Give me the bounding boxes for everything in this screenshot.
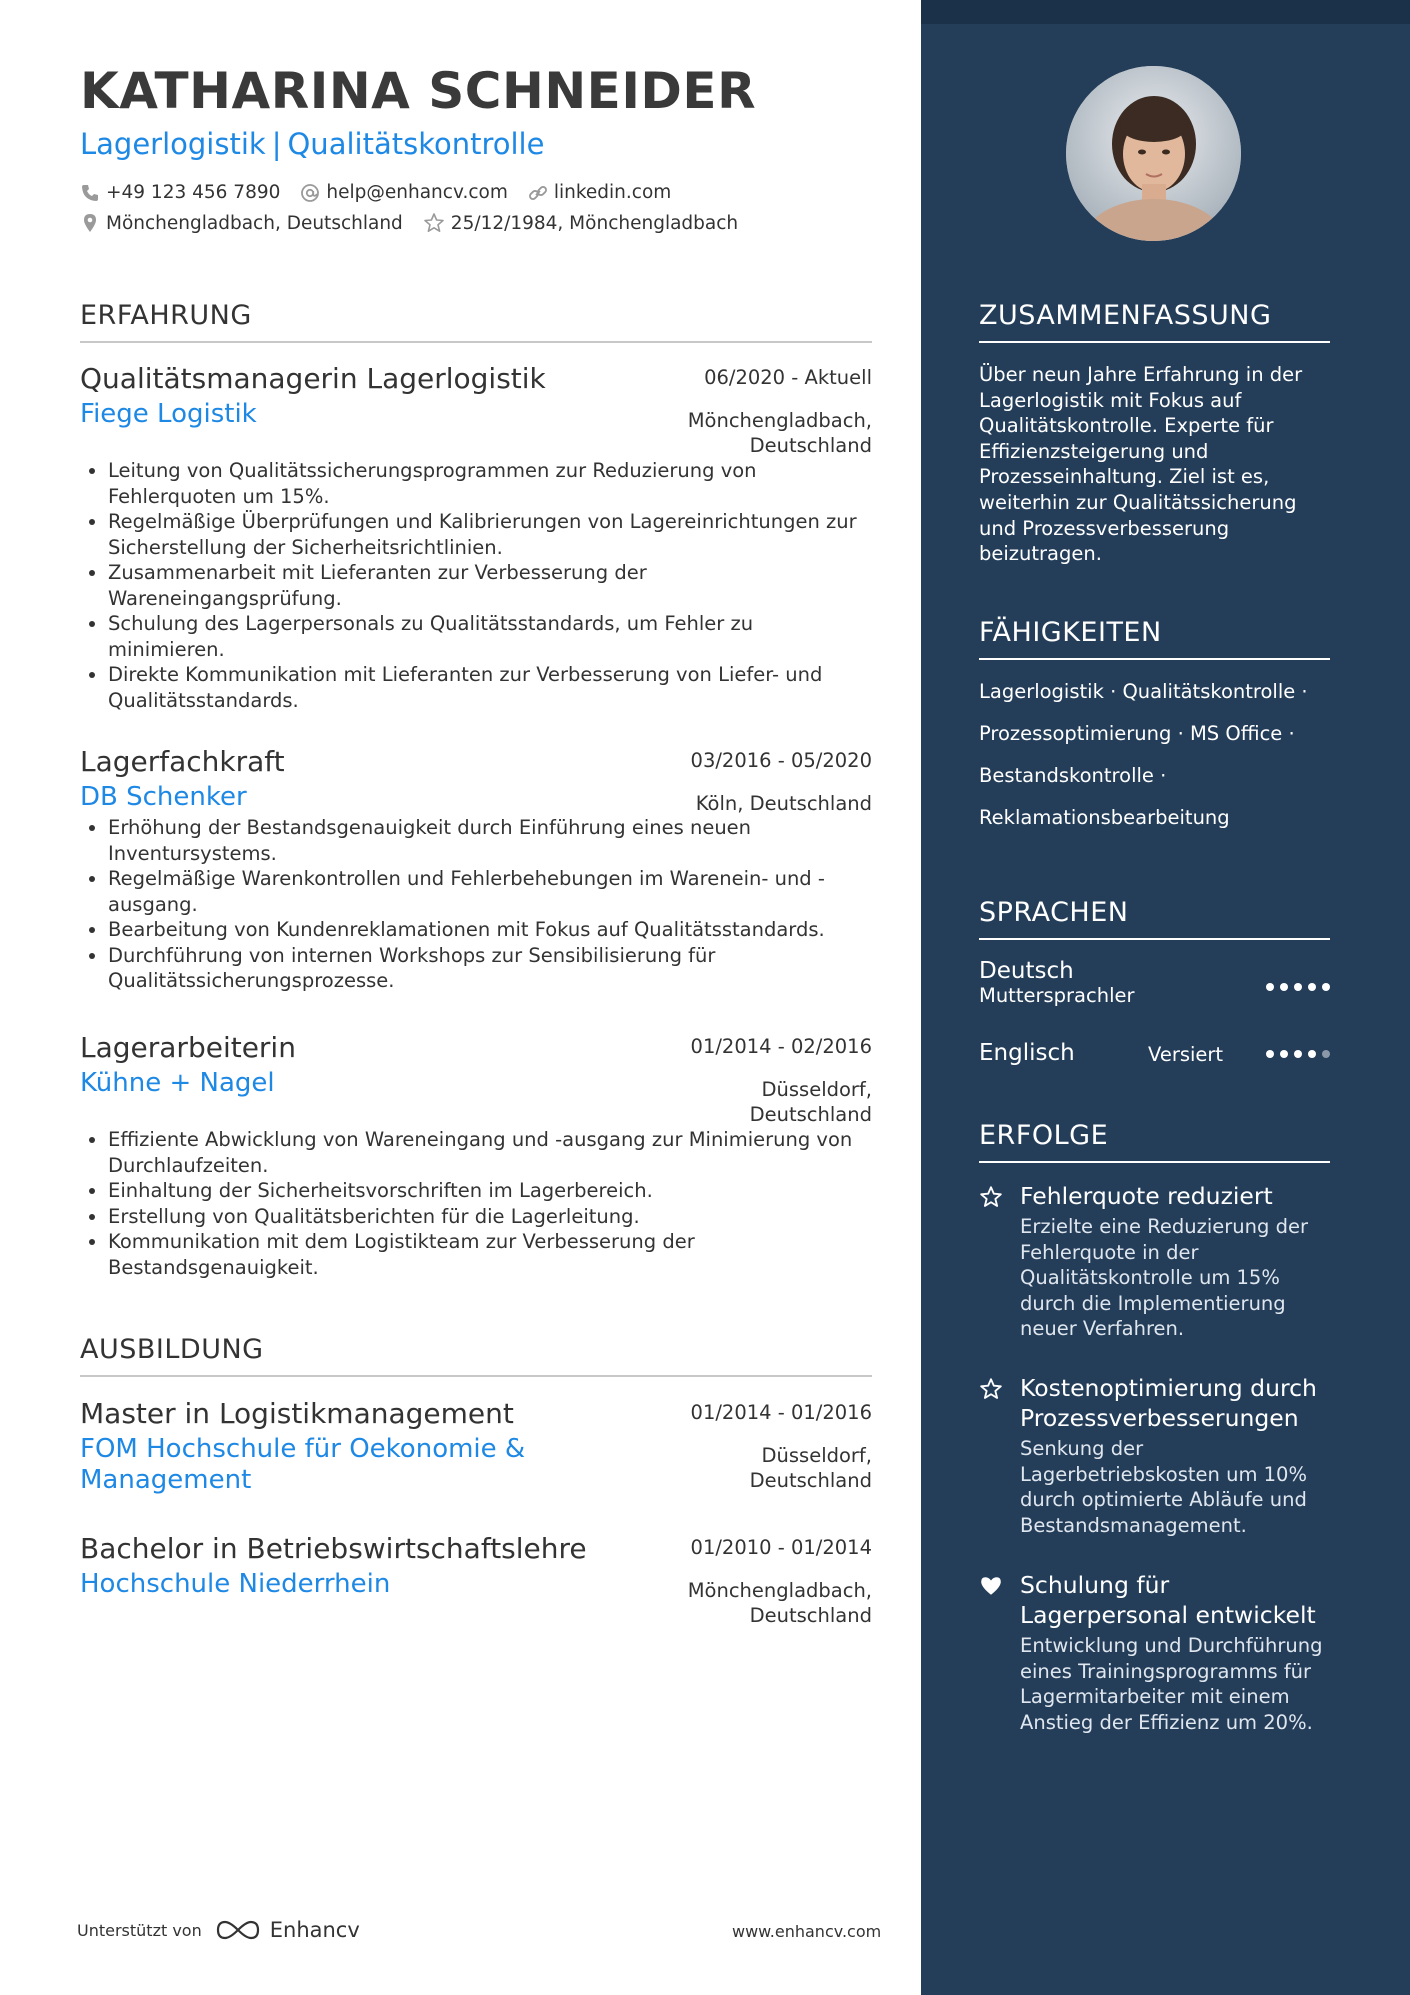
rating-dot-empty	[1322, 1050, 1330, 1058]
rating-dot	[1308, 983, 1316, 991]
job-location-line-1: Köln, Deutschland	[695, 792, 872, 815]
education-location-line-1: Düsseldorf,	[761, 1444, 872, 1467]
email[interactable]	[300, 182, 507, 203]
bullet-item: • Regelmäßige Warenkontrollen und Fehlerbehebungen im Warenein- und -ausgang.	[108, 866, 872, 917]
rating-dot	[1294, 1050, 1302, 1058]
bullet-item: • Leitung von Qualitätssicherungsprogrammen zur Reduzierung von Fehlerquoten um 15%.	[108, 458, 872, 509]
rating-dot	[1266, 983, 1274, 991]
bullet-item: • Direkte Kommunikation mit Lieferanten zur Verbesserung von Liefer- und Qualitätsstandards.	[108, 662, 872, 713]
job-location-line-1: Düsseldorf,	[761, 1078, 872, 1101]
rating-dot	[1308, 1050, 1316, 1058]
language-level: Muttersprachler	[979, 984, 1135, 1007]
achievement-description: Senkung der Lagerbetriebskosten um 10% durch optimierte Abläufe und Bestandsmanagement.	[1020, 1437, 1307, 1537]
rating-dot	[1280, 983, 1288, 991]
bullet-item: • Zusammenarbeit mit Lieferanten zur Verbesserung der Wareneingangsprüfung.	[108, 560, 872, 611]
education-location-line-2: Deutschland	[749, 1604, 872, 1627]
achievement-item	[979, 1181, 1330, 1342]
footer-website[interactable]: www.enhancv.com	[732, 1922, 882, 1941]
phone	[80, 182, 280, 203]
achievement-description: Erzielte eine Reduzierung der Fehlerquote in der Qualitätskontrolle um 15% durch die Implementierung neuer Verfahren.	[1020, 1215, 1308, 1341]
candidate-name: KATHARINA SCHNEIDER	[80, 62, 757, 120]
location-text: Mönchengladbach, Deutschland	[106, 212, 403, 234]
summary-text: Über neun Jahre Erfahrung in der Lagerlogistik mit Fokus auf Qualitätskontrolle. Experte für Effizienzsteigerung und Prozesseinhaltung. Ziel ist es, weiterhin zur Qualitätssicherung und Prozessverbesserung beizutragen.	[979, 363, 1303, 566]
rating-dot	[1294, 983, 1302, 991]
education-location	[750, 1443, 872, 1493]
bullet-item: • Durchführung von internen Workshops zur Sensibilisierung für Qualitätssicherungsprozesse.	[108, 943, 872, 994]
linkedin-text: linkedin.com	[553, 182, 672, 203]
headline-separator: |	[271, 127, 282, 161]
education-location-line-2: Deutschland	[749, 1469, 872, 1492]
phone-text: +49 123 456 7890	[106, 182, 281, 203]
achievement-title: Kostenoptimierung durch Prozessverbesserungen	[1020, 1374, 1317, 1432]
birth-text: 25/12/1984, Mönchengladbach	[450, 212, 739, 234]
education-dates: 01/2010 - 01/2014	[690, 1536, 872, 1559]
rating-dot	[1322, 983, 1330, 991]
star-outline-icon	[979, 1185, 1003, 1209]
bullet-item: • Bearbeitung von Kundenreklamationen mit Fokus auf Qualitätsstandards.	[108, 917, 872, 943]
job-location-line-2: Deutschland	[749, 434, 872, 457]
job-title: Lagerarbeiterin	[80, 1031, 296, 1064]
heart-icon	[979, 1574, 1003, 1598]
job-dates: 03/2016 - 05/2020	[690, 749, 872, 772]
job-location	[688, 408, 872, 458]
job-bullets	[80, 1127, 872, 1280]
skills-line-4: Reklamationsbearbeitung	[979, 806, 1230, 829]
job-dates: 06/2020 - Aktuell	[704, 366, 872, 389]
avatar	[1066, 66, 1241, 241]
sidebar-top-bar	[921, 0, 1410, 24]
language-item	[979, 1040, 1330, 1066]
achievement-item	[979, 1570, 1330, 1735]
section-title-education: AUSBILDUNG	[80, 1334, 872, 1377]
profile-photo	[1066, 66, 1241, 241]
achievement-description: Entwicklung und Durchführung eines Trainingsprogramms für Lagermitarbeiter mit einem Anstieg der Effizienz um 20%.	[1020, 1634, 1323, 1734]
experience-entry	[80, 1031, 872, 1280]
location-pin-icon	[80, 213, 100, 233]
headline	[80, 127, 544, 161]
contact-row-1	[80, 182, 691, 203]
skills-list	[979, 671, 1330, 839]
powered-by-label: Unterstützt von	[77, 1920, 202, 1940]
headline-part-1: Lagerlogistik	[80, 127, 266, 161]
birth-date	[423, 212, 738, 234]
language-rating	[1260, 983, 1330, 991]
star-icon	[423, 212, 445, 234]
company-name[interactable]: DB Schenker	[80, 782, 247, 812]
bullet-item: • Regelmäßige Überprüfungen und Kalibrierungen von Lagereinrichtungen zur Sicherstellung der Sicherheitsrichtlinien.	[108, 509, 872, 560]
section-title-languages: SPRACHEN	[979, 897, 1330, 940]
language-rating	[1260, 1050, 1330, 1058]
education-entry	[80, 1532, 872, 1627]
at-icon	[300, 183, 320, 203]
phone-icon	[80, 183, 100, 203]
language-name: Deutsch	[979, 958, 1074, 984]
contact-row-2	[80, 212, 758, 234]
enhancv-logo-icon	[214, 1918, 262, 1942]
experience-entry	[80, 362, 872, 713]
language-name: Englisch	[979, 1040, 1075, 1066]
link-icon	[528, 183, 548, 203]
brand-name: Enhancv	[269, 1918, 360, 1942]
email-text: help@enhancv.com	[326, 182, 508, 203]
bullet-item: • Effiziente Abwicklung von Wareneingang und -ausgang zur Minimierung von Durchlaufzeiten.	[108, 1127, 872, 1178]
achievement-item	[979, 1373, 1330, 1538]
bullet-item: • Kommunikation mit dem Logistikteam zur Verbesserung der Bestandsgenauigkeit.	[108, 1229, 872, 1280]
degree-title: Master in Logistikmanagement	[80, 1397, 514, 1430]
section-title-achievements: ERFOLGE	[979, 1120, 1330, 1163]
job-title: Lagerfachkraft	[80, 745, 285, 778]
education-location-line-1: Mönchengladbach,	[687, 1579, 872, 1602]
bullet-item: • Schulung des Lagerpersonals zu Qualitätsstandards, um Fehler zu minimieren.	[108, 611, 872, 662]
experience-entry	[80, 745, 872, 994]
job-bullets	[80, 815, 872, 994]
language-level: Versiert	[1148, 1043, 1224, 1066]
job-location	[696, 791, 872, 816]
company-name[interactable]: Kühne + Nagel	[80, 1068, 275, 1098]
skills-line-1: Lagerlogistik · Qualitätskontrolle ·	[979, 680, 1308, 703]
achievement-title: Schulung für Lagerpersonal entwickelt	[1020, 1571, 1316, 1629]
bullet-item: • Erstellung von Qualitätsberichten für die Lagerleitung.	[108, 1204, 872, 1230]
skills-line-3: Bestandskontrolle ·	[979, 764, 1167, 787]
section-title-experience: ERFAHRUNG	[80, 300, 872, 343]
job-bullets	[80, 458, 872, 713]
rating-dot	[1280, 1050, 1288, 1058]
skills-line-2: Prozessoptimierung · MS Office ·	[979, 722, 1295, 745]
job-location-line-1: Mönchengladbach,	[687, 409, 872, 432]
company-name[interactable]: Fiege Logistik	[80, 399, 257, 429]
job-location-line-2: Deutschland	[749, 1103, 872, 1126]
school-name[interactable]: FOM Hochschule für Oekonomie & Management	[80, 1434, 526, 1495]
job-dates: 01/2014 - 02/2016	[690, 1035, 872, 1058]
education-dates: 01/2014 - 01/2016	[690, 1401, 872, 1424]
degree-title: Bachelor in Betriebswirtschaftslehre	[80, 1532, 587, 1565]
footer-branding	[77, 1918, 360, 1942]
location	[80, 213, 403, 234]
bullet-item: • Erhöhung der Bestandsgenauigkeit durch Einführung eines neuen Inventursystems.	[108, 815, 872, 866]
job-title: Qualitätsmanagerin Lagerlogistik	[80, 362, 546, 395]
education-entry	[80, 1397, 872, 1496]
job-location	[750, 1077, 872, 1127]
rating-dot	[1266, 1050, 1274, 1058]
education-location	[688, 1578, 872, 1628]
language-item	[979, 958, 1330, 1007]
school-name[interactable]: Hochschule Niederrhein	[80, 1569, 391, 1599]
bullet-item: • Einhaltung der Sicherheitsvorschriften im Lagerbereich.	[108, 1178, 872, 1204]
section-title-summary: ZUSAMMENFASSUNG	[979, 300, 1330, 343]
linkedin[interactable]	[528, 182, 671, 203]
headline-part-2: Qualitätskontrolle	[287, 127, 545, 161]
section-title-skills: FÄHIGKEITEN	[979, 617, 1330, 660]
achievement-title: Fehlerquote reduziert	[1020, 1182, 1273, 1210]
star-outline-icon	[979, 1377, 1003, 1401]
